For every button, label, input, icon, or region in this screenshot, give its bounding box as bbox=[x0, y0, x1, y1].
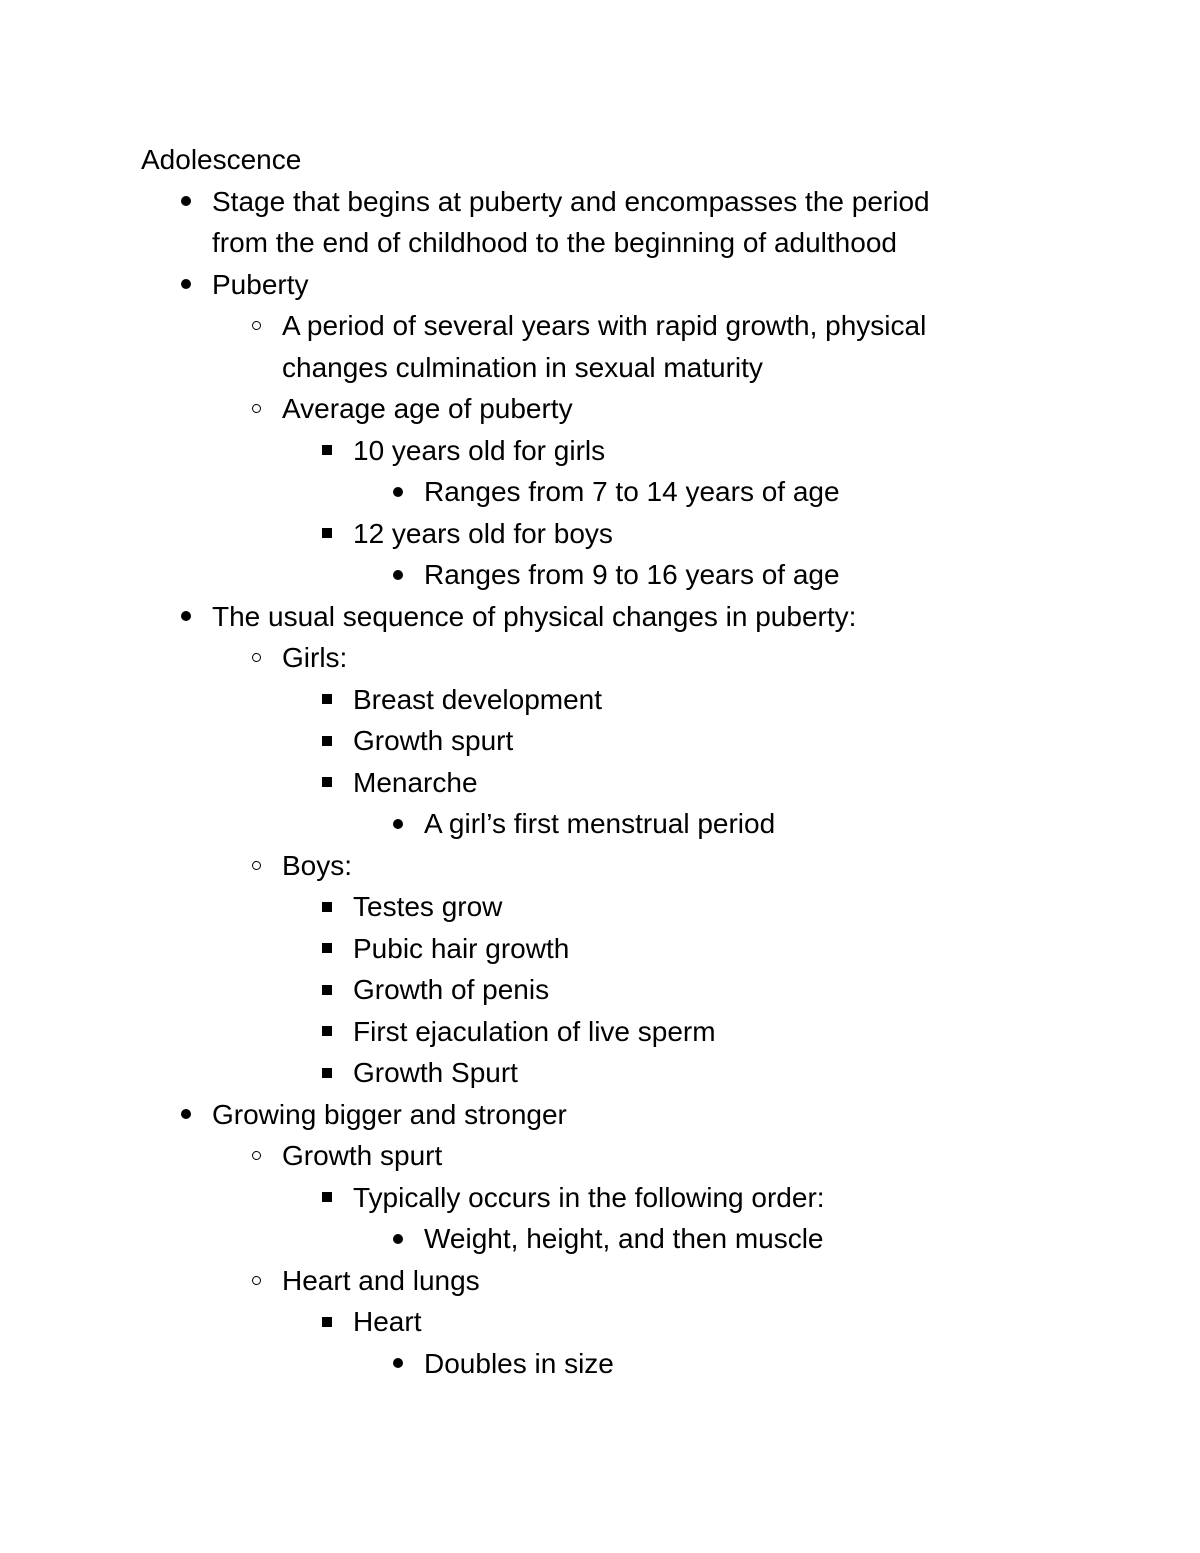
list-item bbox=[141, 388, 1141, 430]
bullet-circle-icon bbox=[246, 845, 266, 887]
list-item-text: from the end of childhood to the beginning of adulthood bbox=[212, 227, 897, 258]
bullet-square-icon bbox=[317, 1052, 337, 1094]
list-item bbox=[141, 803, 1141, 845]
list-item-text: Growth Spurt bbox=[353, 1057, 518, 1088]
list-item-text: A girl’s first menstrual period bbox=[424, 808, 776, 839]
bullet-square-icon bbox=[317, 1011, 337, 1053]
list-item bbox=[141, 305, 1141, 388]
list-item bbox=[141, 471, 1141, 513]
list-item-text: Stage that begins at puberty and encompasses the period bbox=[212, 185, 930, 217]
bullet-dot-icon bbox=[388, 554, 408, 596]
bullet-square-icon bbox=[317, 928, 337, 970]
list-item-text: Testes grow bbox=[353, 891, 503, 922]
list-item-text: changes culmination in sexual maturity bbox=[282, 351, 763, 383]
bullet-square-icon bbox=[317, 886, 337, 928]
bullet-dot-icon bbox=[388, 1343, 408, 1385]
list-item bbox=[141, 1218, 1141, 1260]
list-item bbox=[141, 637, 1141, 679]
list-item-text: First ejaculation of live sperm bbox=[353, 1015, 716, 1047]
bullet-dot-icon bbox=[176, 181, 196, 223]
bullet-dot-icon bbox=[176, 264, 196, 306]
list-item-text: Average age of puberty bbox=[282, 393, 573, 424]
bullet-square-icon bbox=[317, 762, 337, 804]
list-item-text: Girls: bbox=[282, 642, 348, 673]
list-item bbox=[141, 430, 1141, 472]
list-item-text: A period of several years with rapid growth, physical bbox=[282, 310, 927, 341]
bullet-circle-icon bbox=[246, 388, 266, 430]
list-item-text: Ranges from 9 to 16 years of age bbox=[424, 559, 840, 590]
list-item-text: Ranges from 7 to 14 years of age bbox=[424, 476, 840, 507]
list-item bbox=[141, 554, 1141, 596]
list-item-text: Heart bbox=[353, 1306, 422, 1337]
outline-list bbox=[141, 139, 1141, 1384]
list-item bbox=[141, 1011, 1141, 1053]
list-item-text: Breast development bbox=[353, 683, 603, 715]
list-item bbox=[141, 264, 1141, 306]
list-item-text: Weight, height, and then muscle bbox=[424, 1223, 824, 1254]
list-item-text: Growing bigger and stronger bbox=[212, 1098, 567, 1130]
bullet-square-icon bbox=[317, 679, 337, 721]
list-item bbox=[141, 1260, 1141, 1302]
list-item-text: Heart and lungs bbox=[282, 1264, 480, 1296]
list-item bbox=[141, 679, 1141, 721]
bullet-square-icon bbox=[317, 1301, 337, 1343]
list-item-text: Growth of penis bbox=[353, 974, 550, 1005]
bullet-dot-icon bbox=[388, 1218, 408, 1260]
list-item bbox=[141, 1301, 1141, 1343]
list-item-text: Pubic hair growth bbox=[353, 932, 570, 964]
list-item-text: Puberty bbox=[212, 268, 309, 300]
list-item-text: 10 years old for girls bbox=[353, 434, 606, 466]
list-item-text: Growth spurt bbox=[282, 1140, 443, 1171]
list-item bbox=[141, 886, 1141, 928]
bullet-square-icon bbox=[317, 720, 337, 762]
list-item bbox=[141, 1343, 1141, 1385]
bullet-circle-icon bbox=[246, 1135, 266, 1177]
list-item bbox=[141, 1177, 1141, 1219]
bullet-square-icon bbox=[317, 430, 337, 472]
bullet-dot-icon bbox=[176, 596, 196, 638]
list-item bbox=[141, 762, 1141, 804]
list-item-text: Growth spurt bbox=[353, 725, 514, 756]
list-item bbox=[141, 969, 1141, 1011]
bullet-dot-icon bbox=[176, 1094, 196, 1136]
list-item bbox=[141, 181, 1141, 264]
list-item bbox=[141, 596, 1141, 638]
list-item bbox=[141, 928, 1141, 970]
list-item bbox=[141, 1052, 1141, 1094]
list-item-text: Menarche bbox=[353, 766, 478, 798]
bullet-circle-icon bbox=[246, 305, 266, 347]
bullet-square-icon bbox=[317, 1177, 337, 1219]
bullet-dot-icon bbox=[388, 471, 408, 513]
bullet-dot-icon bbox=[388, 803, 408, 845]
list-item bbox=[141, 1135, 1141, 1177]
list-item-text: 12 years old for boys bbox=[353, 517, 613, 549]
list-item bbox=[141, 1094, 1141, 1136]
list-item bbox=[141, 720, 1141, 762]
list-item-text: Boys: bbox=[282, 849, 353, 881]
list-item bbox=[141, 513, 1141, 555]
bullet-square-icon bbox=[317, 513, 337, 555]
document-title: Adolescence bbox=[141, 144, 302, 175]
list-item-text: The usual sequence of physical changes in puberty: bbox=[212, 600, 857, 632]
bullet-circle-icon bbox=[246, 1260, 266, 1302]
list-item-text: Doubles in size bbox=[424, 1347, 614, 1379]
bullet-square-icon bbox=[317, 969, 337, 1011]
bullet-circle-icon bbox=[246, 637, 266, 679]
list-item-text: Typically occurs in the following order: bbox=[353, 1181, 825, 1213]
list-item bbox=[141, 845, 1141, 887]
